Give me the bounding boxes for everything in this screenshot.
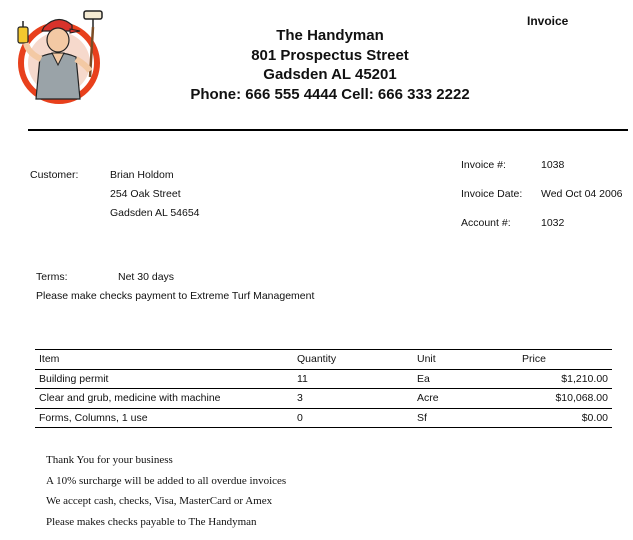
customer-label: Customer: — [30, 169, 79, 181]
customer-name: Brian Holdom — [110, 169, 174, 181]
quantity-cell: 11 — [293, 369, 413, 389]
invoice-meta-values — [541, 156, 623, 243]
document-title: Invoice — [527, 14, 569, 28]
company-header — [160, 26, 500, 104]
company-street: 801 Prospectus Street — [251, 46, 409, 64]
item-cell: Clear and grub, medicine with machine — [35, 389, 293, 409]
price-cell: $10,068.00 — [518, 389, 612, 409]
table-header-row — [35, 350, 612, 370]
footer-line: Please makes checks payable to The Handyman — [46, 515, 257, 528]
invoice-date-label: Invoice Date: — [461, 188, 523, 200]
company-phones: Phone: 666 555 4444 Cell: 666 333 2222 — [190, 85, 470, 103]
column-header-quantity: Quantity — [293, 350, 413, 370]
footer-line: Thank You for your business — [46, 454, 173, 466]
column-header-unit: Unit — [413, 350, 518, 370]
account-number-label: Account #: — [461, 217, 511, 229]
invoice-number-label: Invoice #: — [461, 159, 506, 171]
company-name: The Handyman — [276, 27, 384, 44]
customer-address — [110, 166, 200, 223]
table-row — [35, 369, 612, 389]
quantity-cell: 3 — [293, 389, 413, 409]
item-cell: Building permit — [35, 369, 293, 389]
table-row — [35, 389, 612, 409]
line-items-table — [35, 349, 612, 428]
column-header-price: Price — [518, 350, 612, 370]
invoice-date: Wed Oct 04 2006 — [541, 188, 623, 200]
payment-note: Please make checks payment to Extreme Turf Management — [36, 290, 315, 302]
footer-line: We accept cash, checks, Visa, MasterCard or Amex — [46, 495, 273, 507]
price-cell: $0.00 — [518, 408, 612, 428]
company-city: Gadsden AL 45201 — [263, 66, 397, 83]
invoice-footer — [46, 450, 286, 532]
unit-cell: Ea — [413, 369, 518, 389]
invoice-meta-labels — [461, 156, 522, 243]
header-divider — [28, 129, 628, 131]
account-number: 1032 — [541, 217, 565, 229]
invoice-number: 1038 — [541, 159, 565, 171]
terms-label: Terms: — [36, 271, 68, 283]
table-row — [35, 408, 612, 428]
unit-cell: Acre — [413, 389, 518, 409]
quantity-cell: 0 — [293, 408, 413, 428]
item-cell: Forms, Columns, 1 use — [35, 408, 293, 428]
customer-street: 254 Oak Street — [110, 188, 181, 200]
customer-city: Gadsden AL 54654 — [110, 207, 200, 219]
price-cell: $1,210.00 — [518, 369, 612, 389]
terms-value: Net 30 days — [118, 271, 175, 283]
footer-line: A 10% surcharge will be added to all overdue invoices — [46, 474, 287, 487]
handyman-logo-icon — [14, 7, 104, 105]
column-header-item: Item — [35, 350, 293, 370]
unit-cell: Sf — [413, 408, 518, 428]
